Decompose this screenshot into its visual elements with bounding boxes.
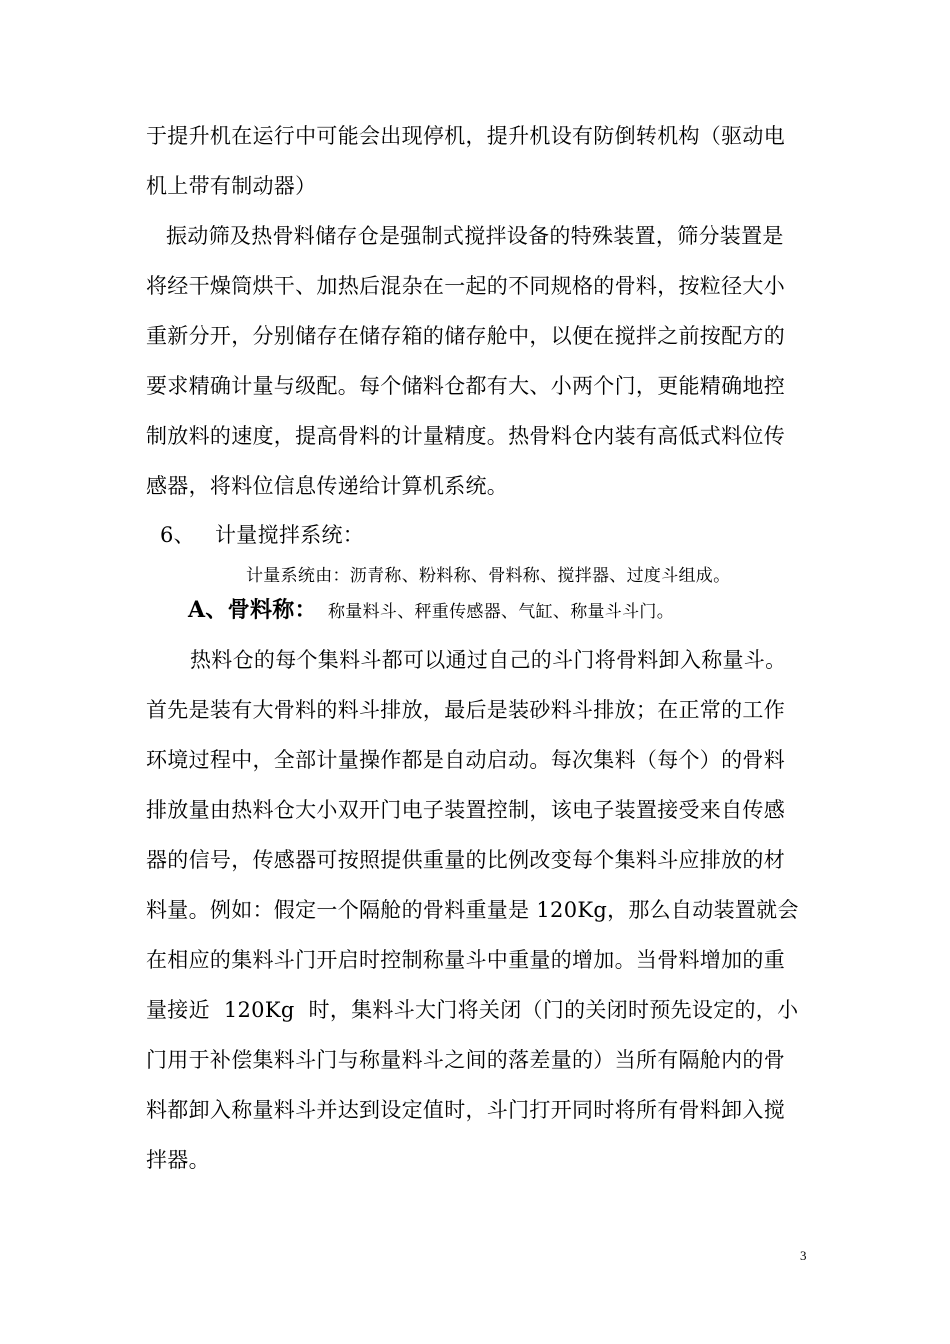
paragraph-1-line-2: 机上带有制动器） — [146, 174, 317, 198]
paragraph-2-line-2: 将经干燥筒烘干、加热后混杂在一起的不同规格的骨料，按粒径大小 — [146, 274, 785, 298]
paragraph-3-line-5: 器的信号，传感器可按照提供重量的比例改变每个集料斗应排放的材 — [146, 848, 785, 872]
paragraph-2-line-4: 要求精确计量与级配。每个储料仓都有大、小两个门，更能精确地控 — [146, 374, 785, 398]
section-title: 计量搅拌系统： — [215, 523, 365, 547]
paragraph-3-line-9: 门用于补偿集料斗门与称量料斗之间的落差量的）当所有隔舱内的骨 — [146, 1048, 785, 1072]
paragraph-3-line-3: 环境过程中，全部计量操作都是自动启动。每次集料（每个）的骨料 — [146, 748, 785, 772]
section-number: 6、 — [160, 523, 195, 547]
metering-composition: 计量系统由：沥青称、粉料称、骨料称、搅拌器、过度斗组成。 — [246, 566, 731, 586]
paragraph-3-line-4: 排放量由热料仓大小双开门电子装置控制，该电子装置接受来自传感 — [146, 798, 785, 822]
paragraph-3-line-11: 拌器。 — [146, 1148, 210, 1172]
paragraph-2-line-5: 制放料的速度，提高骨料的计量精度。热骨料仓内装有高低式料位传 — [146, 424, 785, 448]
paragraph-2-line-1: 振动筛及热骨料储存仓是强制式搅拌设备的特殊装置，筛分装置是 — [166, 224, 784, 248]
item-a-label: A、骨料称： — [188, 597, 317, 623]
paragraph-2-line-6: 感器，将料位信息传递给计算机系统。 — [146, 474, 509, 498]
paragraph-3-line-2: 首先是装有大骨料的料斗排放，最后是装砂料斗排放；在正常的工作 — [146, 698, 785, 722]
page-number: 3 — [800, 1248, 807, 1263]
paragraph-3-line-8: 量接近 120Kg 时，集料斗大门将关闭（门的关闭时预先设定的，小 — [146, 998, 799, 1022]
paragraph-3-line-10: 料都卸入称量料斗并达到设定值时，斗门打开同时将所有骨料卸入搅 — [146, 1098, 785, 1122]
paragraph-1-line-1: 于提升机在运行中可能会出现停机，提升机设有防倒转机构（驱动电 — [146, 124, 785, 148]
paragraph-3-line-6: 料量。例如：假定一个隔舱的骨料重量是 120Kg，那么自动装置就会 — [146, 898, 799, 922]
paragraph-2-line-3: 重新分开，分别储存在储存箱的储存舱中，以便在搅拌之前按配方的 — [146, 324, 785, 348]
item-a-text: 称量料斗、秤重传感器、气缸、称量斗斗门。 — [328, 602, 674, 622]
paragraph-3-line-1: 热料仓的每个集料斗都可以通过自己的斗门将骨料卸入称量斗。 — [190, 648, 787, 672]
paragraph-3-line-7: 在相应的集料斗门开启时控制称量斗中重量的增加。当骨料增加的重 — [146, 948, 785, 972]
